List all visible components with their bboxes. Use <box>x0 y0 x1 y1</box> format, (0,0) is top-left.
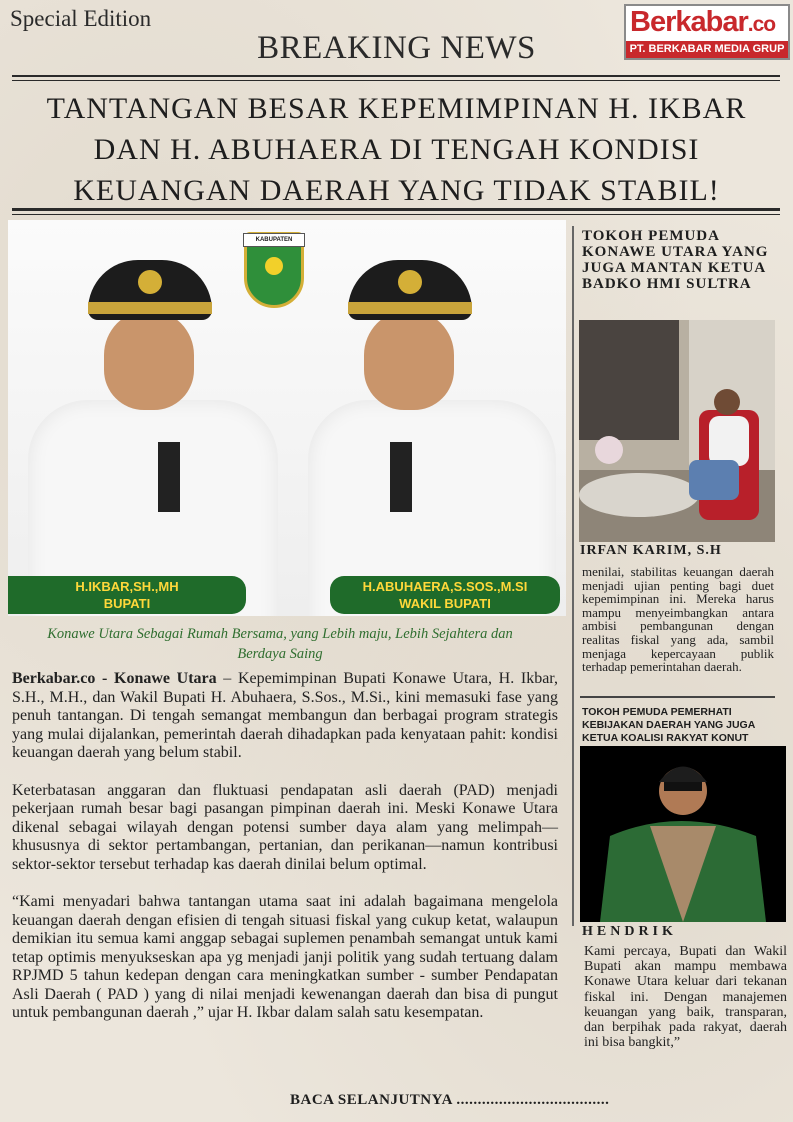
regency-emblem-icon <box>244 232 304 308</box>
bupati-name-box <box>8 576 246 614</box>
face <box>104 310 194 410</box>
wakil-bupati-name-box <box>330 576 560 614</box>
sidebar-divider <box>572 226 574 926</box>
tie <box>158 442 180 512</box>
tagline: Konawe Utara Sebagai Rumah Bersama, yang Lebih maju, Lebih Sejahtera dan Berdaya Saing <box>47 626 513 662</box>
article-paragraph: “Kami menyadari bahwa tantangan utama saat ini adalah bagaimana mengelola keuangan daerah dengan efisien di tengah situasi fiskal yang cukup ketat, walaupun demikian itu semua kami anggap sebagai suplemen penambah semangat untuk kami tetap optimis menyukseskan apa yg menjadi janji politik yang sudah tertuang dalam RPJMD 5 tahun kedepan dengan cara meningkatkan sumber - sumber Pendapatan Asli Daerah ( PAD ) yang di nilai menjadi kewenangan daerah dan bisa di pungut untuk pembangunan daerah ,” ujar H. Ikbar dalam salah satu kesempatan. <box>12 893 558 1021</box>
wakil-bupati-name: H.ABUHAERA,S.SOS.,M.SI <box>362 579 528 594</box>
officer-cap-icon <box>88 260 212 320</box>
wakil-bupati-figure <box>298 220 566 616</box>
sidebar-rule <box>580 696 775 698</box>
sidebar-name-1: IRFAN KARIM, S.H <box>580 543 722 558</box>
sidebar-title-2: TOKOH PEMUDA PEMERHATI KEBIJAKAN DAERAH YANG JUGA KETUA KOALISI RAKYAT KONUT <box>582 706 755 744</box>
irfan-karim-photo <box>579 320 775 542</box>
title-rule <box>12 208 780 211</box>
bupati-role: BUPATI <box>103 596 151 611</box>
hendrik-photo <box>580 746 786 922</box>
wakil-bupati-role: WAKIL BUPATI <box>399 596 491 611</box>
breaking-news-headline: BREAKING NEWS <box>257 30 536 66</box>
article-paragraph: Berkabar.co - Konawe Utara – Kepemimpinan Bupati Konawe Utara, H. Ikbar, S.H., M.H., dan Wakil Bupati H. Abuhaera, S.Sos., M.Si., kini memasuki fase yang penuh tantangan. Di tengah semangat membangun dan berbagai program strategis yang mulai dijalankan, pemerintah daerah dihadapkan pada kenyataan pahit: kondisi keuangan daerah yang belum stabil. <box>12 670 558 761</box>
dateline: Berkabar.co - Konawe Utara <box>12 670 217 687</box>
title-rule-thin <box>12 214 780 215</box>
face <box>364 310 454 410</box>
article-paragraph: Keterbatasan anggaran dan fluktuasi pendapatan asli daerah (PAD) menjadi pekerjaan rumah besar bagi pasangan pimpinan daerah ini. Meski Konawe Utara dikenal sebagai wilayah dengan potensi sumber daya alam yang melimpah—khususnya di sektor pertambangan, pertanian, dan perikanan—namun kontribusi sektor-sektor tersebut terhadap kas daerah dinilai belum optimal. <box>12 781 558 873</box>
article-title <box>20 88 773 211</box>
title-line: TANTANGAN BESAR KEPEMIMPINAN H. IKBAR <box>46 92 747 125</box>
title-line: KEUANGAN DAERAH YANG TIDAK STABIL! <box>73 174 720 207</box>
title-line: DAN H. ABUHAERA DI TENGAH KONDISI <box>93 133 700 166</box>
sidebar-quote-2: Kami percaya, Bupati dan Wakil Bupati akan mampu membawa Konawe Utara keluar dari tekanan fiskal ini. Dengan manajemen keuangan yang baik, transparan, dan berpihak pada rakyat, daerah ini bisa bangkit,” <box>584 944 787 1051</box>
header-rule-top <box>12 75 780 77</box>
emblem-label: KABUPATEN <box>243 233 305 247</box>
bupati-name: H.IKBAR,SH.,MH <box>75 579 179 594</box>
sidebar-quote-1: menilai, stabilitas keuangan daerah menjadi ujian penting bagi duet kepemimpinan ini. Mereka harus mampu menyeimbangkan antara ambisi pembangunan dengan realitas fiskal yang ada, sambil menjaga kepercayaan publik terhadap pemerintahan daerah. <box>582 564 774 675</box>
logo-brand: Berkabar.co <box>630 6 776 38</box>
officer-cap-icon <box>348 260 472 320</box>
read-more-link[interactable]: BACA SELANJUTNYA .................................... <box>290 1092 610 1108</box>
logo-company: PT. BERKABAR MEDIA GRUP <box>626 41 788 58</box>
article-body <box>12 670 558 1042</box>
leaders-photo <box>8 220 566 616</box>
tie <box>390 442 412 512</box>
edition-label: Special Edition <box>10 6 152 31</box>
sidebar-name-2: HENDRIK <box>582 924 677 939</box>
sidebar-title-1: TOKOH PEMUDA KONAWE UTARA YANG JUGA MANTAN KETUA BADKO HMI SULTRA <box>582 228 769 292</box>
header-rule-top-thin <box>12 80 780 81</box>
